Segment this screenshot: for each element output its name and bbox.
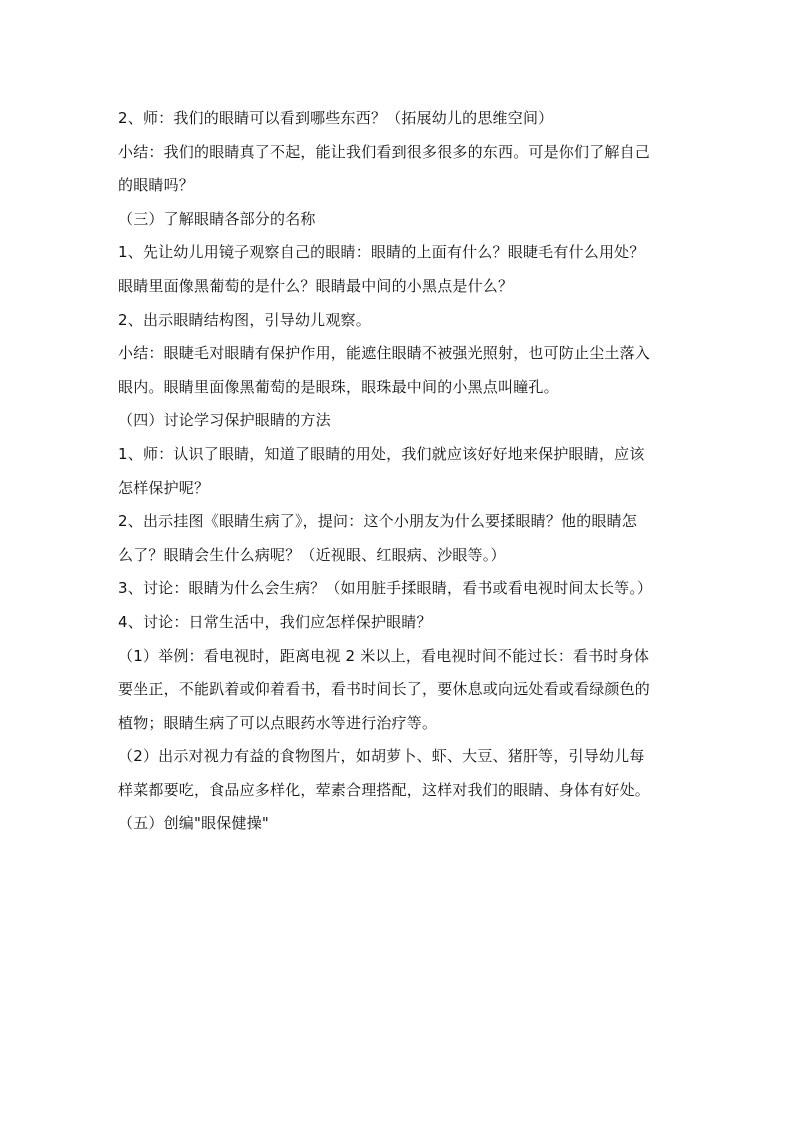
- summary-line: 小结：我们的眼睛真了不起，能让我们看到很多很多的东西。可是你们了解自己: [118, 142, 651, 161]
- summary-line: 的眼睛吗？: [118, 176, 195, 195]
- paragraph-line: （1）举例：看电视时，距离电视 2 米以上，看电视时间不能过长：看书时身体: [118, 646, 650, 665]
- paragraph-line: 4、讨论：日常生活中，我们应怎样保护眼睛？: [118, 612, 432, 631]
- paragraph-line: 怎样保护呢？: [118, 478, 210, 497]
- section-heading-3: （三）了解眼睛各部分的名称: [118, 209, 316, 228]
- paragraph-line: 2、出示眼睛结构图，引导幼儿观察。: [118, 310, 371, 329]
- paragraph-line: 2、师：我们的眼睛可以看到哪些东西？（拓展幼儿的思维空间）: [118, 109, 554, 127]
- paragraph-line: （2）出示对视力有益的食物图片，如胡萝卜、虾、大豆、猪肝等，引导幼儿每: [118, 747, 645, 766]
- section-heading-4: （四）讨论学习保护眼睛的方法: [118, 411, 331, 430]
- paragraph-line: 2、出示挂图《眼睛生病了》，提问：这个小朋友为什么要揉眼睛？他的眼睛怎: [118, 512, 638, 531]
- paragraph-line: 1、先让幼儿用镜子观察自己的眼睛：眼睛的上面有什么？眼睫毛有什么用处？: [118, 243, 645, 262]
- summary-line: 小结：眼睫毛对眼睛有保护作用，能遮住眼睛不被强光照射，也可防止尘土落入: [118, 344, 651, 363]
- paragraph-line: 要坐正，不能趴着或仰着看书，看书时间长了，要休息或向远处看或看绿颜色的: [118, 680, 651, 699]
- paragraph-line: 1、师：认识了眼睛，知道了眼睛的用处，我们就应该好好地来保护眼睛，应该: [118, 444, 645, 463]
- paragraph-line: 3、讨论：眼睛为什么会生病？（如用脏手揉眼睛，看书或看电视时间太长等。）: [118, 579, 653, 598]
- paragraph-line: 眼睛里面像黑葡萄的是什么？眼睛最中间的小黑点是什么？: [118, 276, 514, 295]
- summary-line: 眼内。眼睛里面像黑葡萄的是眼珠，眼珠最中间的小黑点叫瞳孔。: [118, 377, 559, 396]
- document-body: [118, 102, 680, 841]
- paragraph-line: 么了？眼睛会生什么病呢？（近视眼、红眼病、沙眼等。）: [118, 545, 506, 564]
- paragraph-line: 样菜都要吃，食品应多样化，荤素合理搭配，这样对我们的眼睛、身体有好处。: [118, 780, 651, 799]
- paragraph-line: 植物；眼睛生病了可以点眼药水等进行治疗等。: [118, 713, 438, 732]
- section-heading-5: （五）创编"眼保健操": [118, 814, 269, 833]
